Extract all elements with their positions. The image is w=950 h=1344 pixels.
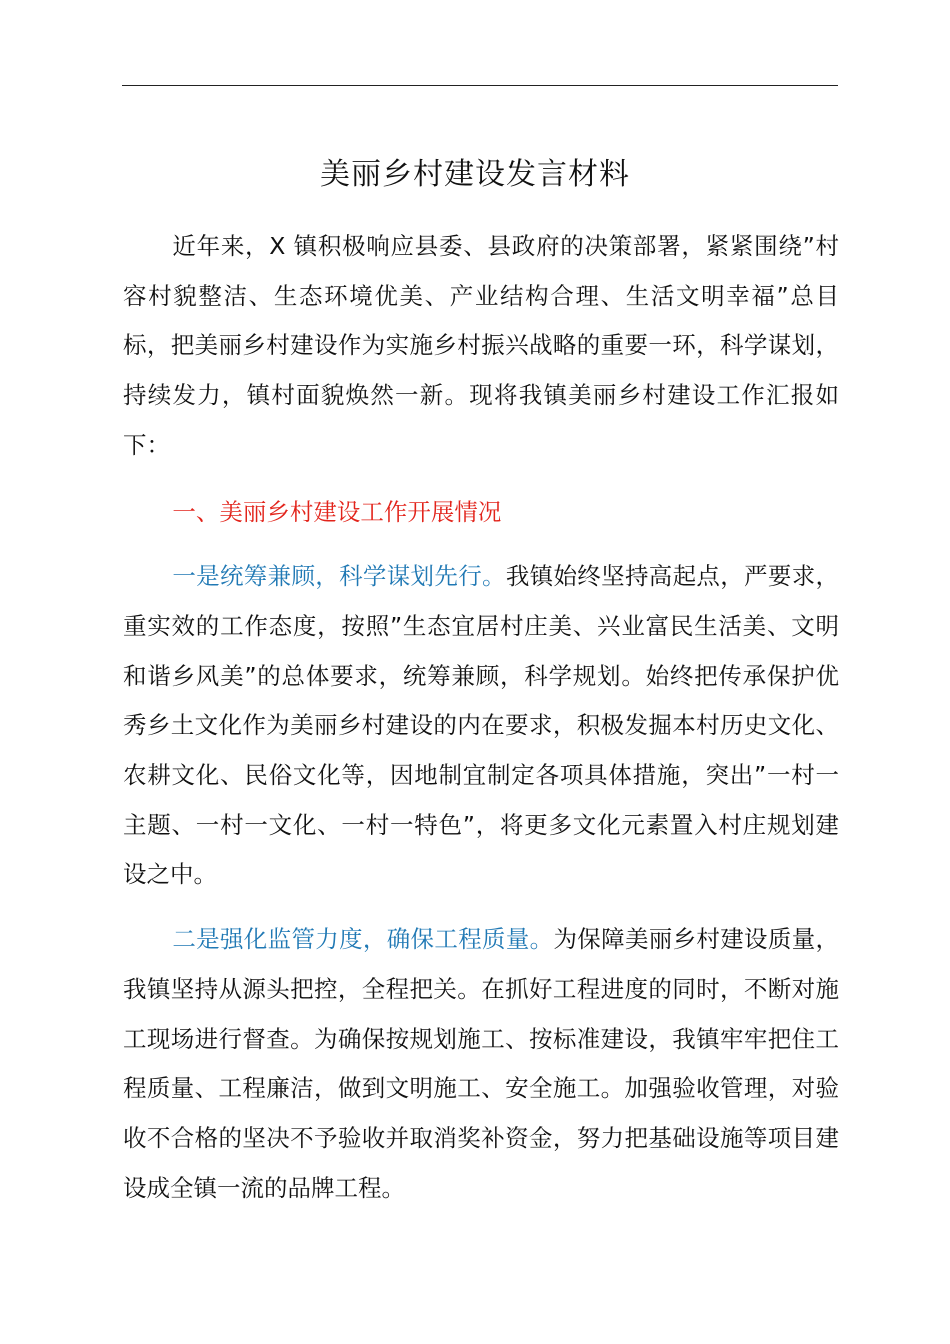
- header-rule: [122, 85, 838, 86]
- point-1-paragraph: [123, 552, 839, 900]
- point-2-body: 为保障美丽乡村建设质量，我镇坚持从源头把控，全程把关。在抓好工程进度的同时，不断对施工现场进行督查。为确保按规划施工、按标准建设，我镇牢牢把住工程质量、工程廉洁，做到文明施工、安全施工。加强验收管理，对验收不合格的坚决不予验收并取消奖补资金，努力把基础设施等项目建设成全镇一流的品牌工程。: [123, 925, 840, 1202]
- point-1-body: 我镇始终坚持高起点，严要求，重实效的工作态度，按照”生态宜居村庄美、兴业富民生活美、文明和谐乡风美”的总体要求，统筹兼顾，科学规划。始终把传承保护优秀乡土文化作为美丽乡村建设的内在要求，积极发掘本村历史文化、农耕文化、民俗文化等，因地制宜制定各项具体措施，突出”一村一主题、一村一文化、一村一特色”，将更多文化元素置入村庄规划建设之中。: [123, 562, 840, 889]
- document-body: [123, 222, 839, 1213]
- section-heading: 一、美丽乡村建设工作开展情况: [172, 497, 502, 526]
- point-2-lead: 二是强化监管力度，确保工程质量。: [172, 925, 554, 954]
- intro-paragraph: 近年来，X 镇积极响应县委、县政府的决策部署，紧紧围绕”村容村貌整洁、生态环境优美、产业结构合理、生活文明幸福”总目标，把美丽乡村建设作为实施乡村振兴战略的重要一环，科学谋划，持续发力，镇村面貌焕然一新。现将我镇美丽乡村建设工作汇报如下：: [123, 232, 839, 459]
- point-2-paragraph: [123, 915, 839, 1213]
- document-title: 美丽乡村建设发言材料: [320, 157, 630, 192]
- point-1-lead: 一是统筹兼顾，科学谋划先行。: [172, 562, 506, 591]
